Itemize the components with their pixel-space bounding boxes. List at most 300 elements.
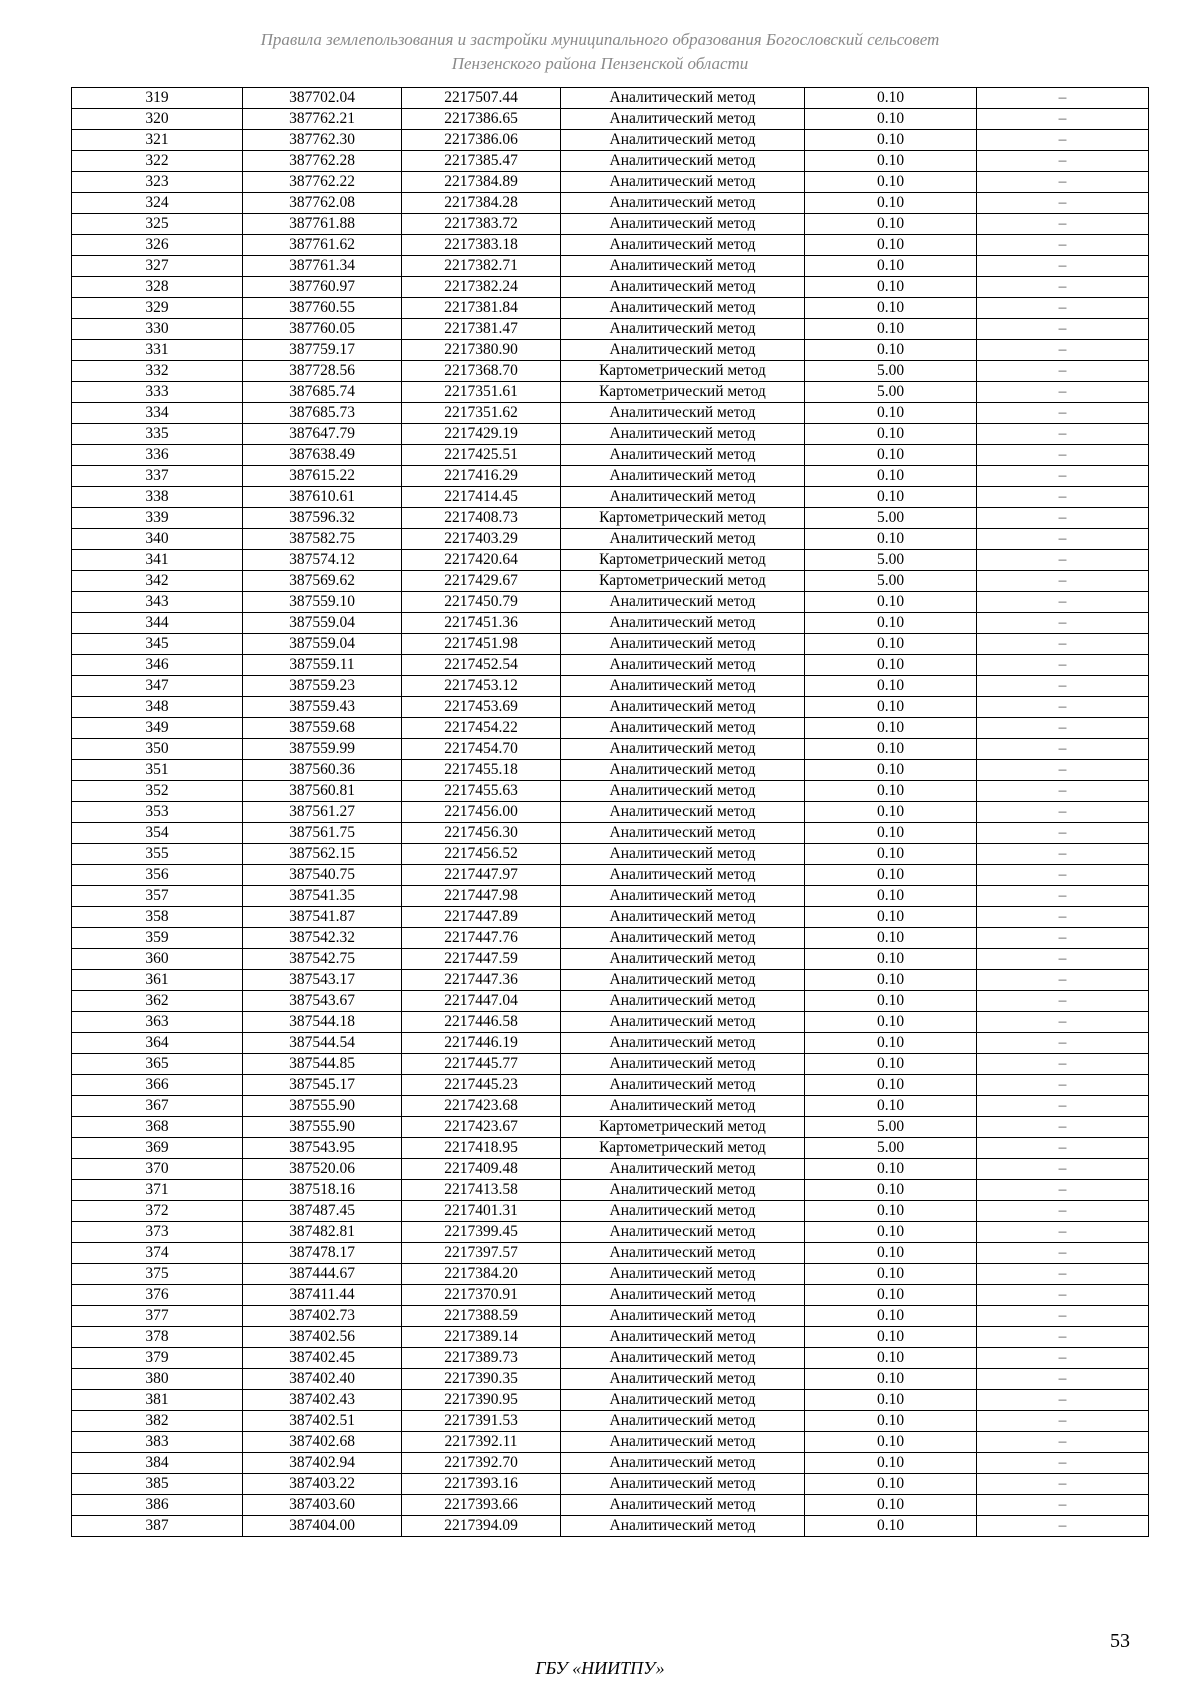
table-row [72,1474,1149,1495]
table-row [72,781,1149,802]
table-row [72,697,1149,718]
description-cell: – [977,1369,1149,1390]
precision-cell: 0.10 [805,697,977,718]
x-coordinate-cell: 387559.04 [243,634,402,655]
description-cell: – [977,1474,1149,1495]
precision-cell: 0.10 [805,886,977,907]
y-coordinate-cell: 2217446.19 [402,1033,561,1054]
y-coordinate-cell: 2217416.29 [402,466,561,487]
table-row [72,508,1149,529]
point-number-cell: 360 [72,949,243,970]
method-cell: Аналитический метод [561,1390,805,1411]
point-number-cell: 377 [72,1306,243,1327]
table-row [72,1201,1149,1222]
x-coordinate-cell: 387402.40 [243,1369,402,1390]
point-number-cell: 329 [72,298,243,319]
description-cell: – [977,487,1149,508]
x-coordinate-cell: 387762.22 [243,172,402,193]
point-number-cell: 364 [72,1033,243,1054]
method-cell: Аналитический метод [561,1243,805,1264]
precision-cell: 0.10 [805,844,977,865]
y-coordinate-cell: 2217397.57 [402,1243,561,1264]
y-coordinate-cell: 2217429.67 [402,571,561,592]
description-cell: – [977,676,1149,697]
x-coordinate-cell: 387610.61 [243,487,402,508]
table-row [72,1054,1149,1075]
point-number-cell: 335 [72,424,243,445]
method-cell: Аналитический метод [561,1306,805,1327]
precision-cell: 0.10 [805,1306,977,1327]
description-cell: – [977,1327,1149,1348]
x-coordinate-cell: 387702.04 [243,88,402,109]
precision-cell: 0.10 [805,340,977,361]
method-cell: Аналитический метод [561,466,805,487]
precision-cell: 0.10 [805,823,977,844]
table-row [72,886,1149,907]
point-number-cell: 322 [72,151,243,172]
description-cell: – [977,277,1149,298]
x-coordinate-cell: 387559.99 [243,739,402,760]
point-number-cell: 375 [72,1264,243,1285]
table-row [72,172,1149,193]
method-cell: Аналитический метод [561,697,805,718]
method-cell: Аналитический метод [561,172,805,193]
precision-cell: 0.10 [805,298,977,319]
method-cell: Аналитический метод [561,676,805,697]
y-coordinate-cell: 2217381.47 [402,319,561,340]
precision-cell: 0.10 [805,1222,977,1243]
point-number-cell: 358 [72,907,243,928]
method-cell: Аналитический метод [561,193,805,214]
point-number-cell: 387 [72,1516,243,1537]
precision-cell: 0.10 [805,1411,977,1432]
x-coordinate-cell: 387404.00 [243,1516,402,1537]
description-cell: – [977,1075,1149,1096]
table-row [72,949,1149,970]
table-row [72,739,1149,760]
point-number-cell: 348 [72,697,243,718]
precision-cell: 0.10 [805,1033,977,1054]
description-cell: – [977,1495,1149,1516]
y-coordinate-cell: 2217390.35 [402,1369,561,1390]
table-row [72,193,1149,214]
point-number-cell: 382 [72,1411,243,1432]
x-coordinate-cell: 387402.73 [243,1306,402,1327]
x-coordinate-cell: 387545.17 [243,1075,402,1096]
precision-cell: 0.10 [805,1495,977,1516]
method-cell: Аналитический метод [561,1453,805,1474]
table-row [72,151,1149,172]
table-row [72,1369,1149,1390]
y-coordinate-cell: 2217452.54 [402,655,561,676]
table-row [72,235,1149,256]
method-cell: Аналитический метод [561,235,805,256]
x-coordinate-cell: 387760.05 [243,319,402,340]
coordinates-table-body [72,88,1149,1537]
x-coordinate-cell: 387559.04 [243,613,402,634]
x-coordinate-cell: 387582.75 [243,529,402,550]
precision-cell: 0.10 [805,592,977,613]
y-coordinate-cell: 2217388.59 [402,1306,561,1327]
table-row [72,1222,1149,1243]
point-number-cell: 336 [72,445,243,466]
y-coordinate-cell: 2217391.53 [402,1411,561,1432]
precision-cell: 0.10 [805,802,977,823]
x-coordinate-cell: 387759.17 [243,340,402,361]
y-coordinate-cell: 2217392.11 [402,1432,561,1453]
point-number-cell: 381 [72,1390,243,1411]
x-coordinate-cell: 387560.36 [243,760,402,781]
point-number-cell: 354 [72,823,243,844]
precision-cell: 0.10 [805,1285,977,1306]
point-number-cell: 353 [72,802,243,823]
table-row [72,592,1149,613]
x-coordinate-cell: 387402.94 [243,1453,402,1474]
table-row [72,1117,1149,1138]
method-cell: Аналитический метод [561,1180,805,1201]
precision-cell: 0.10 [805,319,977,340]
description-cell: – [977,298,1149,319]
x-coordinate-cell: 387760.55 [243,298,402,319]
precision-cell: 0.10 [805,739,977,760]
precision-cell: 5.00 [805,361,977,382]
precision-cell: 0.10 [805,1054,977,1075]
y-coordinate-cell: 2217382.24 [402,277,561,298]
table-row [72,529,1149,550]
method-cell: Аналитический метод [561,1369,805,1390]
point-number-cell: 350 [72,739,243,760]
x-coordinate-cell: 387402.45 [243,1348,402,1369]
description-cell: – [977,1096,1149,1117]
point-number-cell: 371 [72,1180,243,1201]
precision-cell: 0.10 [805,865,977,886]
description-cell: – [977,508,1149,529]
point-number-cell: 338 [72,487,243,508]
x-coordinate-cell: 387762.08 [243,193,402,214]
description-cell: – [977,1411,1149,1432]
precision-cell: 0.10 [805,88,977,109]
table-row [72,1180,1149,1201]
precision-cell: 0.10 [805,1012,977,1033]
table-row [72,382,1149,403]
table-row [72,1138,1149,1159]
method-cell: Аналитический метод [561,718,805,739]
point-number-cell: 343 [72,592,243,613]
y-coordinate-cell: 2217447.04 [402,991,561,1012]
table-row [72,403,1149,424]
description-cell: – [977,1180,1149,1201]
y-coordinate-cell: 2217447.59 [402,949,561,970]
coordinates-table [71,87,1149,1537]
description-cell: – [977,109,1149,130]
table-row [72,466,1149,487]
description-cell: – [977,1159,1149,1180]
x-coordinate-cell: 387638.49 [243,445,402,466]
table-row [72,571,1149,592]
description-cell: – [977,823,1149,844]
y-coordinate-cell: 2217399.45 [402,1222,561,1243]
description-cell: – [977,172,1149,193]
table-row [72,907,1149,928]
precision-cell: 5.00 [805,1138,977,1159]
description-cell: – [977,781,1149,802]
point-number-cell: 328 [72,277,243,298]
point-number-cell: 330 [72,319,243,340]
point-number-cell: 333 [72,382,243,403]
y-coordinate-cell: 2217393.16 [402,1474,561,1495]
method-cell: Картометрический метод [561,571,805,592]
precision-cell: 0.10 [805,214,977,235]
precision-cell: 0.10 [805,109,977,130]
x-coordinate-cell: 387569.62 [243,571,402,592]
method-cell: Картометрический метод [561,382,805,403]
point-number-cell: 352 [72,781,243,802]
description-cell: – [977,1033,1149,1054]
y-coordinate-cell: 2217386.65 [402,109,561,130]
point-number-cell: 370 [72,1159,243,1180]
method-cell: Аналитический метод [561,802,805,823]
x-coordinate-cell: 387685.74 [243,382,402,403]
point-number-cell: 347 [72,676,243,697]
precision-cell: 0.10 [805,487,977,508]
description-cell: – [977,718,1149,739]
method-cell: Картометрический метод [561,361,805,382]
table-row [72,1243,1149,1264]
description-cell: – [977,949,1149,970]
y-coordinate-cell: 2217453.12 [402,676,561,697]
table-row [72,1159,1149,1180]
table-row [72,928,1149,949]
precision-cell: 0.10 [805,151,977,172]
table-row [72,88,1149,109]
table-row [72,1264,1149,1285]
precision-cell: 0.10 [805,760,977,781]
description-cell: – [977,634,1149,655]
description-cell: – [977,466,1149,487]
method-cell: Аналитический метод [561,1201,805,1222]
precision-cell: 0.10 [805,634,977,655]
x-coordinate-cell: 387728.56 [243,361,402,382]
y-coordinate-cell: 2217380.90 [402,340,561,361]
y-coordinate-cell: 2217456.00 [402,802,561,823]
point-number-cell: 367 [72,1096,243,1117]
table-row [72,424,1149,445]
precision-cell: 0.10 [805,256,977,277]
description-cell: – [977,235,1149,256]
description-cell: – [977,907,1149,928]
description-cell: – [977,613,1149,634]
table-row [72,865,1149,886]
table-row [72,340,1149,361]
precision-cell: 0.10 [805,403,977,424]
y-coordinate-cell: 2217447.98 [402,886,561,907]
point-number-cell: 319 [72,88,243,109]
description-cell: – [977,865,1149,886]
y-coordinate-cell: 2217425.51 [402,445,561,466]
precision-cell: 0.10 [805,1474,977,1495]
y-coordinate-cell: 2217447.97 [402,865,561,886]
method-cell: Аналитический метод [561,319,805,340]
method-cell: Аналитический метод [561,907,805,928]
point-number-cell: 334 [72,403,243,424]
x-coordinate-cell: 387559.10 [243,592,402,613]
method-cell: Аналитический метод [561,1348,805,1369]
table-row [72,1453,1149,1474]
x-coordinate-cell: 387562.15 [243,844,402,865]
method-cell: Аналитический метод [561,760,805,781]
point-number-cell: 369 [72,1138,243,1159]
precision-cell: 0.10 [805,1075,977,1096]
point-number-cell: 365 [72,1054,243,1075]
x-coordinate-cell: 387559.68 [243,718,402,739]
y-coordinate-cell: 2217445.23 [402,1075,561,1096]
precision-cell: 0.10 [805,1327,977,1348]
table-row [72,760,1149,781]
point-number-cell: 384 [72,1453,243,1474]
x-coordinate-cell: 387541.87 [243,907,402,928]
precision-cell: 0.10 [805,277,977,298]
y-coordinate-cell: 2217351.61 [402,382,561,403]
x-coordinate-cell: 387518.16 [243,1180,402,1201]
description-cell: – [977,550,1149,571]
precision-cell: 0.10 [805,1243,977,1264]
precision-cell: 0.10 [805,1432,977,1453]
x-coordinate-cell: 387478.17 [243,1243,402,1264]
description-cell: – [977,697,1149,718]
method-cell: Аналитический метод [561,865,805,886]
point-number-cell: 386 [72,1495,243,1516]
x-coordinate-cell: 387555.90 [243,1096,402,1117]
table-row [72,1348,1149,1369]
y-coordinate-cell: 2217383.18 [402,235,561,256]
precision-cell: 0.10 [805,949,977,970]
y-coordinate-cell: 2217454.70 [402,739,561,760]
precision-cell: 0.10 [805,1453,977,1474]
description-cell: – [977,1390,1149,1411]
x-coordinate-cell: 387402.56 [243,1327,402,1348]
precision-cell: 0.10 [805,1180,977,1201]
method-cell: Аналитический метод [561,928,805,949]
precision-cell: 0.10 [805,172,977,193]
y-coordinate-cell: 2217429.19 [402,424,561,445]
method-cell: Аналитический метод [561,1474,805,1495]
y-coordinate-cell: 2217401.31 [402,1201,561,1222]
table-row [72,487,1149,508]
description-cell: – [977,130,1149,151]
x-coordinate-cell: 387402.43 [243,1390,402,1411]
method-cell: Аналитический метод [561,634,805,655]
y-coordinate-cell: 2217451.98 [402,634,561,655]
x-coordinate-cell: 387403.60 [243,1495,402,1516]
method-cell: Аналитический метод [561,1264,805,1285]
precision-cell: 0.10 [805,1390,977,1411]
method-cell: Аналитический метод [561,256,805,277]
method-cell: Аналитический метод [561,1033,805,1054]
method-cell: Картометрический метод [561,550,805,571]
description-cell: – [977,886,1149,907]
method-cell: Аналитический метод [561,403,805,424]
table-row [72,214,1149,235]
x-coordinate-cell: 387402.51 [243,1411,402,1432]
precision-cell: 5.00 [805,382,977,403]
y-coordinate-cell: 2217456.52 [402,844,561,865]
point-number-cell: 331 [72,340,243,361]
table-row [72,298,1149,319]
y-coordinate-cell: 2217384.20 [402,1264,561,1285]
description-cell: – [977,424,1149,445]
description-cell: – [977,256,1149,277]
point-number-cell: 374 [72,1243,243,1264]
y-coordinate-cell: 2217455.18 [402,760,561,781]
point-number-cell: 362 [72,991,243,1012]
point-number-cell: 383 [72,1432,243,1453]
table-row [72,319,1149,340]
x-coordinate-cell: 387685.73 [243,403,402,424]
precision-cell: 0.10 [805,1096,977,1117]
precision-cell: 5.00 [805,571,977,592]
precision-cell: 0.10 [805,1159,977,1180]
x-coordinate-cell: 387543.67 [243,991,402,1012]
description-cell: – [977,1012,1149,1033]
x-coordinate-cell: 387762.21 [243,109,402,130]
point-number-cell: 324 [72,193,243,214]
y-coordinate-cell: 2217453.69 [402,697,561,718]
x-coordinate-cell: 387543.17 [243,970,402,991]
x-coordinate-cell: 387561.27 [243,802,402,823]
description-cell: – [977,1201,1149,1222]
description-cell: – [977,214,1149,235]
y-coordinate-cell: 2217414.45 [402,487,561,508]
y-coordinate-cell: 2217454.22 [402,718,561,739]
y-coordinate-cell: 2217393.66 [402,1495,561,1516]
y-coordinate-cell: 2217386.06 [402,130,561,151]
method-cell: Картометрический метод [561,1138,805,1159]
description-cell: – [977,403,1149,424]
description-cell: – [977,802,1149,823]
point-number-cell: 341 [72,550,243,571]
x-coordinate-cell: 387596.32 [243,508,402,529]
description-cell: – [977,193,1149,214]
point-number-cell: 342 [72,571,243,592]
description-cell: – [977,571,1149,592]
y-coordinate-cell: 2217456.30 [402,823,561,844]
table-row [72,1432,1149,1453]
method-cell: Аналитический метод [561,1012,805,1033]
point-number-cell: 379 [72,1348,243,1369]
y-coordinate-cell: 2217351.62 [402,403,561,424]
description-cell: – [977,844,1149,865]
description-cell: – [977,151,1149,172]
method-cell: Аналитический метод [561,298,805,319]
point-number-cell: 345 [72,634,243,655]
point-number-cell: 363 [72,1012,243,1033]
y-coordinate-cell: 2217389.73 [402,1348,561,1369]
table-row [72,130,1149,151]
x-coordinate-cell: 387559.23 [243,676,402,697]
point-number-cell: 373 [72,1222,243,1243]
point-number-cell: 359 [72,928,243,949]
table-row [72,1285,1149,1306]
description-cell: – [977,760,1149,781]
method-cell: Аналитический метод [561,1285,805,1306]
method-cell: Картометрический метод [561,508,805,529]
header-line-1: Правила землепользования и застройки муниципального образования Богословский сельсовет [260,30,940,49]
x-coordinate-cell: 387403.22 [243,1474,402,1495]
precision-cell: 0.10 [805,235,977,256]
precision-cell: 0.10 [805,466,977,487]
point-number-cell: 355 [72,844,243,865]
y-coordinate-cell: 2217370.91 [402,1285,561,1306]
